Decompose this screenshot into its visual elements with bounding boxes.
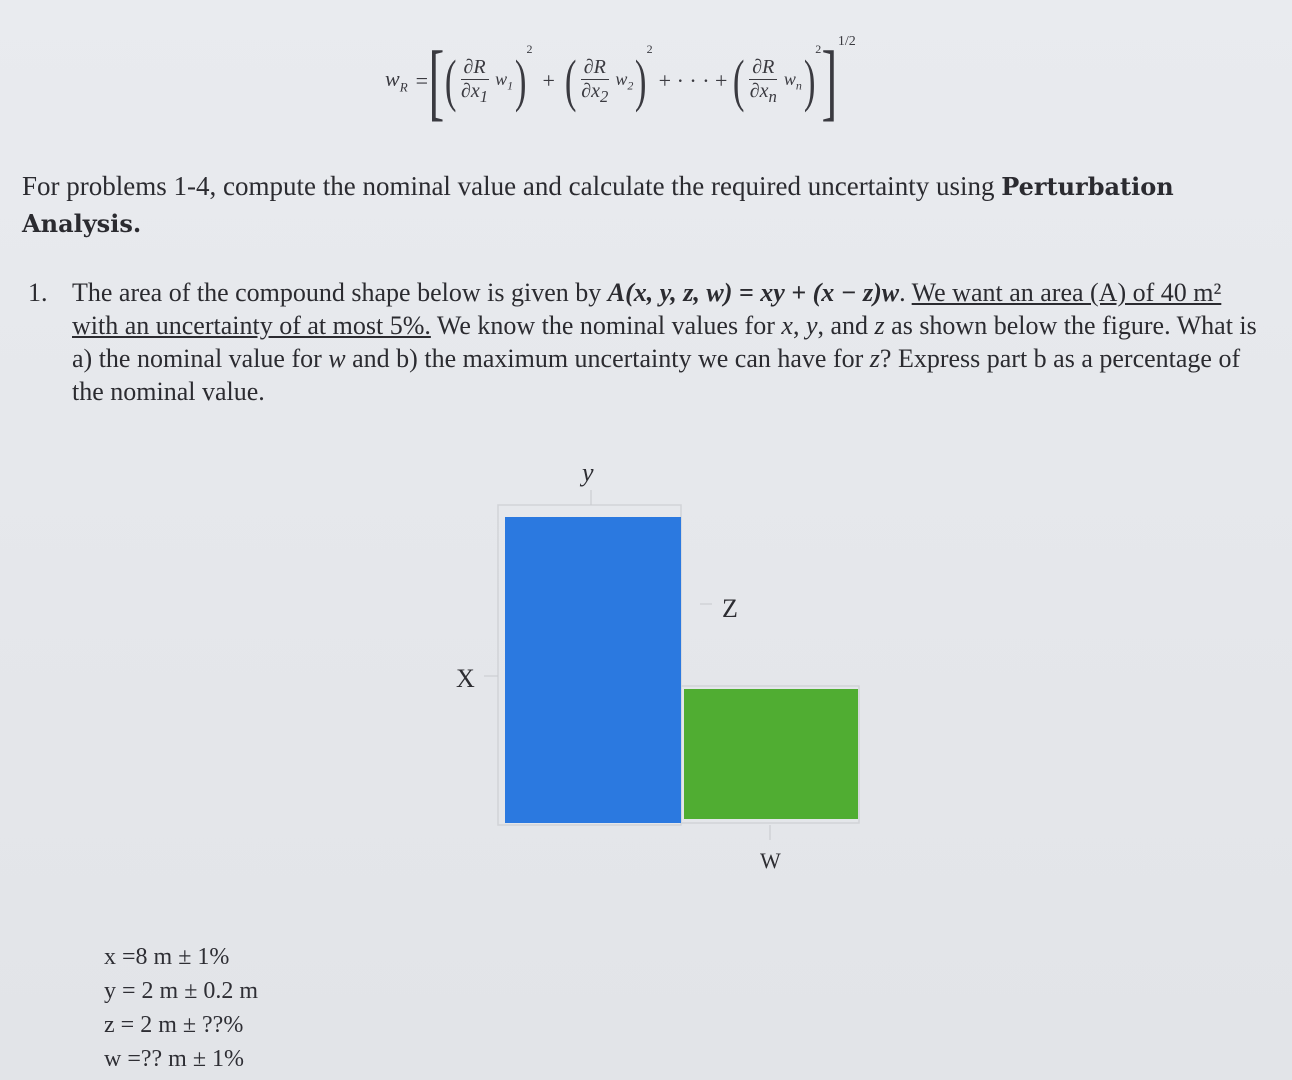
left-bracket: [ — [428, 33, 445, 129]
label-z: Z — [722, 594, 738, 623]
problem-text-3: We know the nominal values for — [430, 311, 782, 340]
equation-lhs: $w_R$ — [385, 66, 408, 95]
value-x: x =8 m ± 1% — [104, 944, 230, 970]
value-z: z = 2 m ± ??% — [104, 1012, 244, 1038]
right-paren-2: ) — [635, 48, 647, 113]
term-w1: $w_1$ — [495, 68, 514, 93]
label-w: W — [760, 848, 781, 873]
power-2: 2 — [646, 42, 653, 56]
partial-fraction-n: $\frac{\partial R}{\partial x_n}$ — [749, 55, 777, 106]
intro-end: . — [132, 209, 142, 238]
label-x: X — [456, 664, 475, 693]
problem-text-1: The area of the compound shape below is given by — [72, 278, 608, 307]
partial-fraction-2: $\frac{\partial R}{\partial x_2}$ — [581, 55, 609, 106]
comma: , — [792, 311, 806, 340]
problem-text-5: and b) the maximum uncertainty we can have for — [345, 344, 870, 373]
var-x: x — [781, 311, 793, 340]
intro-bold-term: Perturbation Analysis — [22, 172, 1174, 238]
problem-text-2: . — [899, 278, 912, 307]
left-paren-2: ( — [564, 48, 577, 113]
term-w2: $w_2$ — [615, 68, 634, 93]
problem-text-6: ? Express part b as a percentage of the nominal value. — [72, 344, 1241, 406]
equation-exponent: 1/2 — [837, 34, 856, 49]
right-paren-n: ) — [803, 48, 816, 113]
blue-rectangle — [505, 517, 681, 823]
partial-fraction-1: $\frac{\partial R}{\partial x_1}$ — [461, 55, 489, 106]
intro-text: For problems 1-4, compute the nominal value and calculate the required uncertainty using — [22, 171, 1002, 201]
and-text: , and — [817, 311, 875, 340]
plus-sign: + — [542, 68, 555, 93]
ellipsis-terms: + · · · + — [658, 68, 728, 93]
problem-number: 1. — [28, 278, 48, 307]
var-z: z — [874, 311, 885, 340]
right-bracket: ] — [821, 33, 838, 129]
equation-equals: = — [415, 68, 429, 93]
left-paren-n: ( — [733, 48, 745, 113]
var-z-2: z — [869, 344, 880, 373]
label-y: y — [582, 458, 594, 487]
problem-text-4: as shown below the figure. What is a) the nominal value for — [72, 311, 1257, 373]
power-n: 2 — [815, 42, 822, 56]
given-values — [104, 940, 258, 1076]
var-y: y — [805, 311, 818, 340]
value-w: w =?? m ± 1% — [104, 1046, 245, 1072]
right-paren-1: ) — [515, 48, 527, 113]
var-w: w — [328, 344, 346, 373]
value-y: y = 2 m ± 0.2 m — [104, 978, 259, 1004]
green-rectangle — [684, 689, 858, 819]
term-wn: $w_n$ — [783, 68, 802, 93]
power-1: 2 — [526, 42, 533, 56]
left-paren-1: ( — [444, 48, 457, 113]
problem-requirement: We want an area (A) of 40 m² with an uncertainty of at most 5%. — [72, 278, 1222, 340]
area-formula: A(x, y, z, w) = xy + (x − z)w — [607, 278, 900, 307]
